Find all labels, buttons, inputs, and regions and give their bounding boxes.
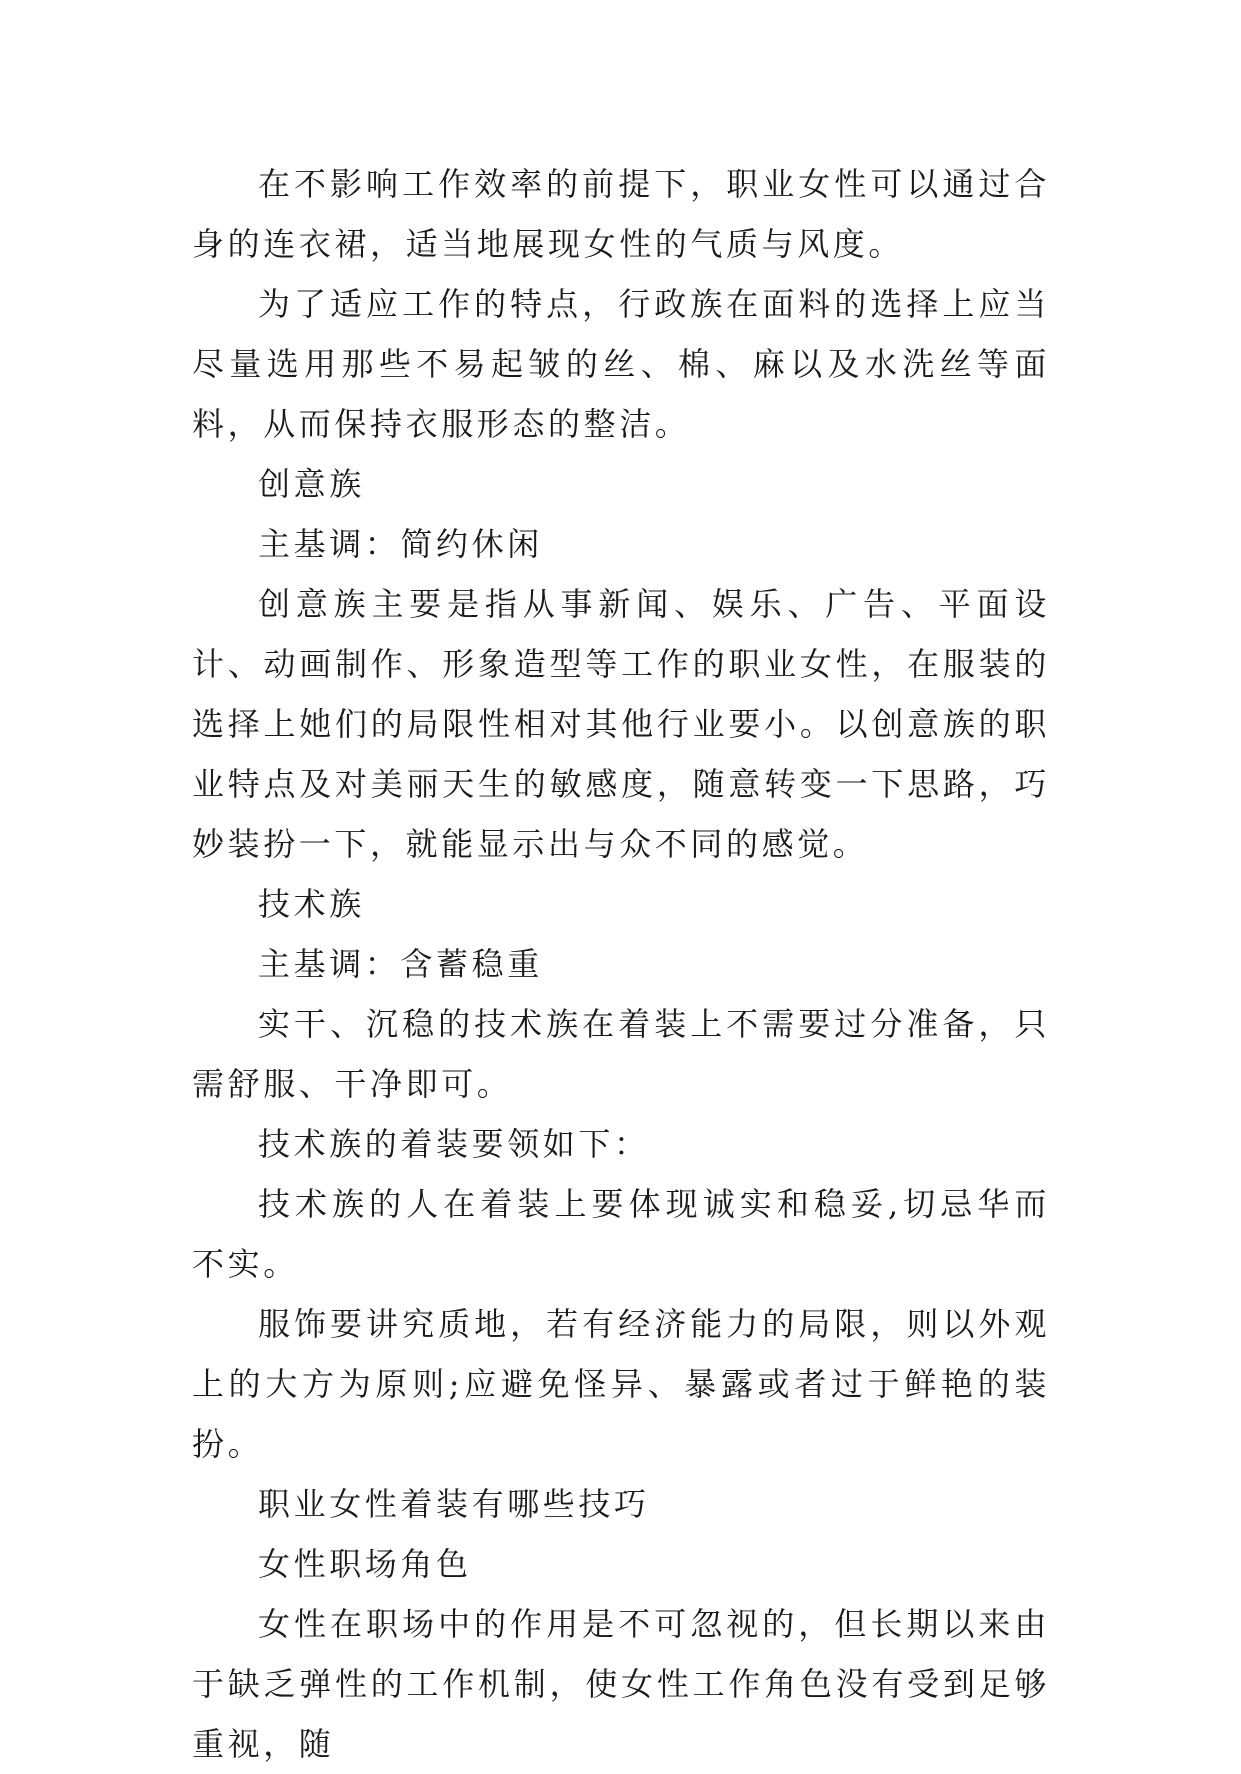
subheading-creative-tone: 主基调：简约休闲 bbox=[258, 525, 543, 563]
paragraph-fabric-choice: 为了适应工作的特点，行政族在面料的选择上应当尽量选用那些不易起皱的丝、棉、麻以及水洗丝等面料，从而保持衣服形态的整洁。 bbox=[192, 285, 1050, 443]
heading-dress-tips: 职业女性着装有哪些技巧 bbox=[258, 1485, 650, 1523]
paragraph-creative-description: 创意族主要是指从事新闻、娱乐、广告、平面设计、动画制作、形象造型等工作的职业女性，在服装的选择上她们的局限性相对其他行业要小。以创意族的职业特点及对美丽天生的敏感度，随意转变一下思路，巧妙装扮一下，就能显示出与众不同的感觉。 bbox=[192, 585, 1050, 863]
heading-workplace-role: 女性职场角色 bbox=[258, 1545, 472, 1583]
paragraph-technical-honesty: 技术族的人在着装上要体现诚实和稳妥,切忌华而不实。 bbox=[192, 1185, 1050, 1283]
document-page bbox=[192, 154, 1050, 1774]
paragraph-technical-description: 实干、沉稳的技术族在着装上不需要过分准备，只需舒服、干净即可。 bbox=[192, 1005, 1050, 1103]
paragraph-workplace-role: 女性在职场中的作用是不可忽视的，但长期以来由于缺乏弹性的工作机制，使女性工作角色没有受到足够重视，随 bbox=[192, 1605, 1050, 1763]
paragraph-intro-dress: 在不影响工作效率的前提下，职业女性可以通过合身的连衣裙，适当地展现女性的气质与风度。 bbox=[192, 165, 1050, 263]
heading-technical-group: 技术族 bbox=[258, 885, 365, 923]
subheading-technical-tone: 主基调：含蓄稳重 bbox=[258, 945, 543, 983]
heading-creative-group: 创意族 bbox=[258, 465, 365, 503]
paragraph-technical-quality: 服饰要讲究质地，若有经济能力的局限，则以外观上的大方为原则;应避免怪异、暴露或者过于鲜艳的装扮。 bbox=[192, 1305, 1050, 1463]
paragraph-technical-essentials: 技术族的着装要领如下： bbox=[258, 1125, 650, 1163]
